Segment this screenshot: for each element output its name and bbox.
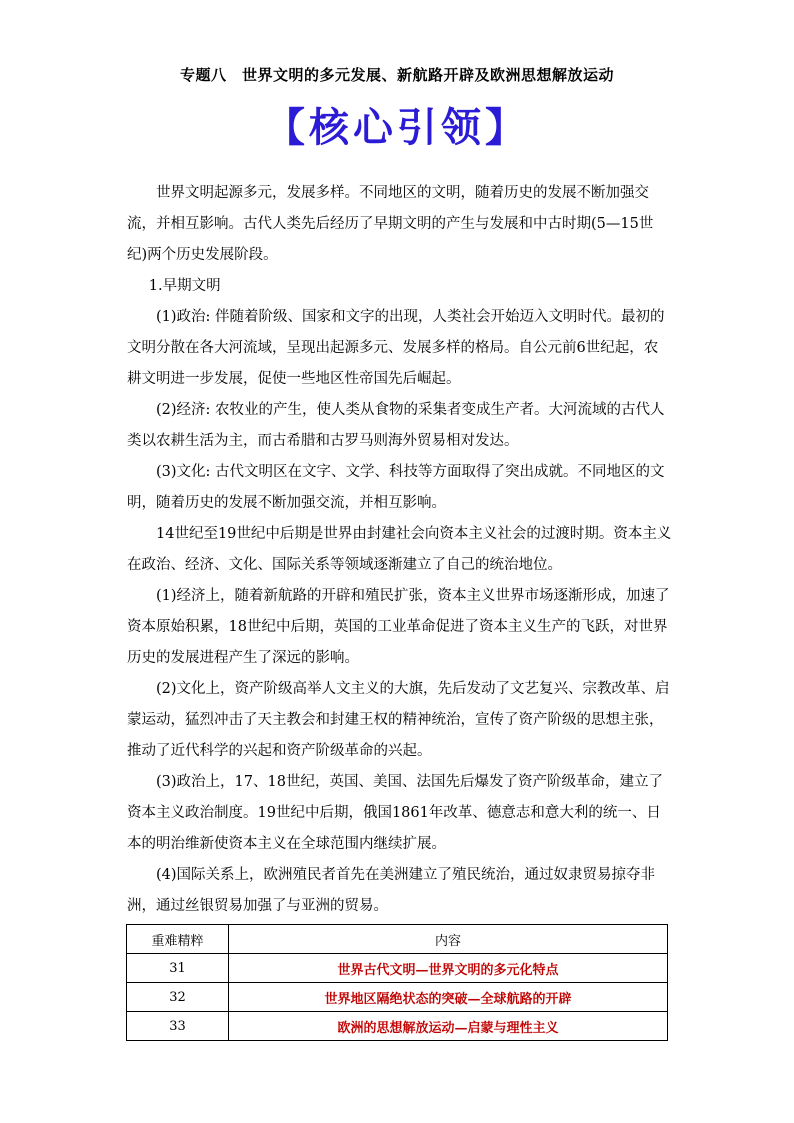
row-number: 33 bbox=[127, 1012, 229, 1041]
key-points-table bbox=[126, 924, 668, 1041]
paragraph: (2)经济: 农牧业的产生，使人类从食物的采集者变成生产者。大河流域的古代人类以农耕生活为主，而古希腊和古罗马则海外贸易相对发达。 bbox=[127, 402, 665, 449]
section-banner: 【核心引领】 bbox=[265, 105, 529, 151]
body-text bbox=[127, 178, 672, 922]
row-topic: 世界古代文明—世界文明的多元化特点 bbox=[229, 954, 668, 983]
row-number: 31 bbox=[127, 954, 229, 983]
column-header: 重难精粹 bbox=[127, 925, 229, 954]
paragraph: 14世纪至19世纪中后期是世界由封建社会向资本主义社会的过渡时期。资本主义在政治、经济、文化、国际关系等领域逐渐建立了自己的统治地位。 bbox=[127, 526, 672, 573]
column-header: 内容 bbox=[229, 925, 668, 954]
paragraph: (2)文化上，资产阶级高举人文主义的大旗，先后发动了文艺复兴、宗教改革、启蒙运动，猛烈冲击了天主教会和封建王权的精神统治，宣传了资产阶级的思想主张，推动了近代科学的兴起和资产阶级革命的兴起。 bbox=[127, 681, 670, 759]
row-number: 32 bbox=[127, 983, 229, 1012]
table-row bbox=[127, 954, 668, 983]
table-header-row bbox=[127, 925, 668, 954]
paragraph: (1)经济上，随着新航路的开辟和殖民扩张，资本主义世界市场逐渐形成，加速了资本原始积累，18世纪中后期，英国的工业革命促进了资本主义生产的飞跃，对世界历史的发展进程产生了深远的影响。 bbox=[127, 588, 670, 666]
table-row bbox=[127, 1012, 668, 1041]
paragraph: (3)政治上，17、18世纪，英国、美国、法国先后爆发了资产阶级革命，建立了资本主义政治制度。19世纪中后期，俄国1861年改革、德意志和意大利的统一、日本的明治维新使资本主义在全球范围内继续扩展。 bbox=[127, 774, 663, 852]
table-row bbox=[127, 983, 668, 1012]
row-topic: 欧洲的思想解放运动—启蒙与理性主义 bbox=[229, 1012, 668, 1041]
paragraph: 世界文明起源多元，发展多样。不同地区的文明，随着历史的发展不断加强交流，并相互影响。古代人类先后经历了早期文明的产生与发展和中古时期(5—15世纪)两个历史发展阶段。 bbox=[127, 185, 654, 263]
paragraph: (1)政治: 伴随着阶级、国家和文字的出现，人类社会开始迈入文明时代。最初的文明分散在各大河流域，呈现出起源多元、发展多样的格局。自公元前6世纪起，农耕文明进一步发展，促使一些地区性帝国先后崛起。 bbox=[127, 309, 665, 387]
subheading: 1.早期文明 bbox=[148, 278, 221, 294]
paragraph: (4)国际关系上，欧洲殖民者首先在美洲建立了殖民统治，通过奴隶贸易掠夺非洲，通过丝银贸易加强了与亚洲的贸易。 bbox=[127, 867, 656, 914]
paragraph: (3)文化: 古代文明区在文字、文学、科技等方面取得了突出成就。不同地区的文明，随着历史的发展不断加强交流，并相互影响。 bbox=[127, 464, 665, 511]
row-topic: 世界地区隔绝状态的突破—全球航路的开辟 bbox=[229, 983, 668, 1012]
page-title: 专题八 世界文明的多元发展、新航路开辟及欧洲思想解放运动 bbox=[179, 66, 614, 84]
